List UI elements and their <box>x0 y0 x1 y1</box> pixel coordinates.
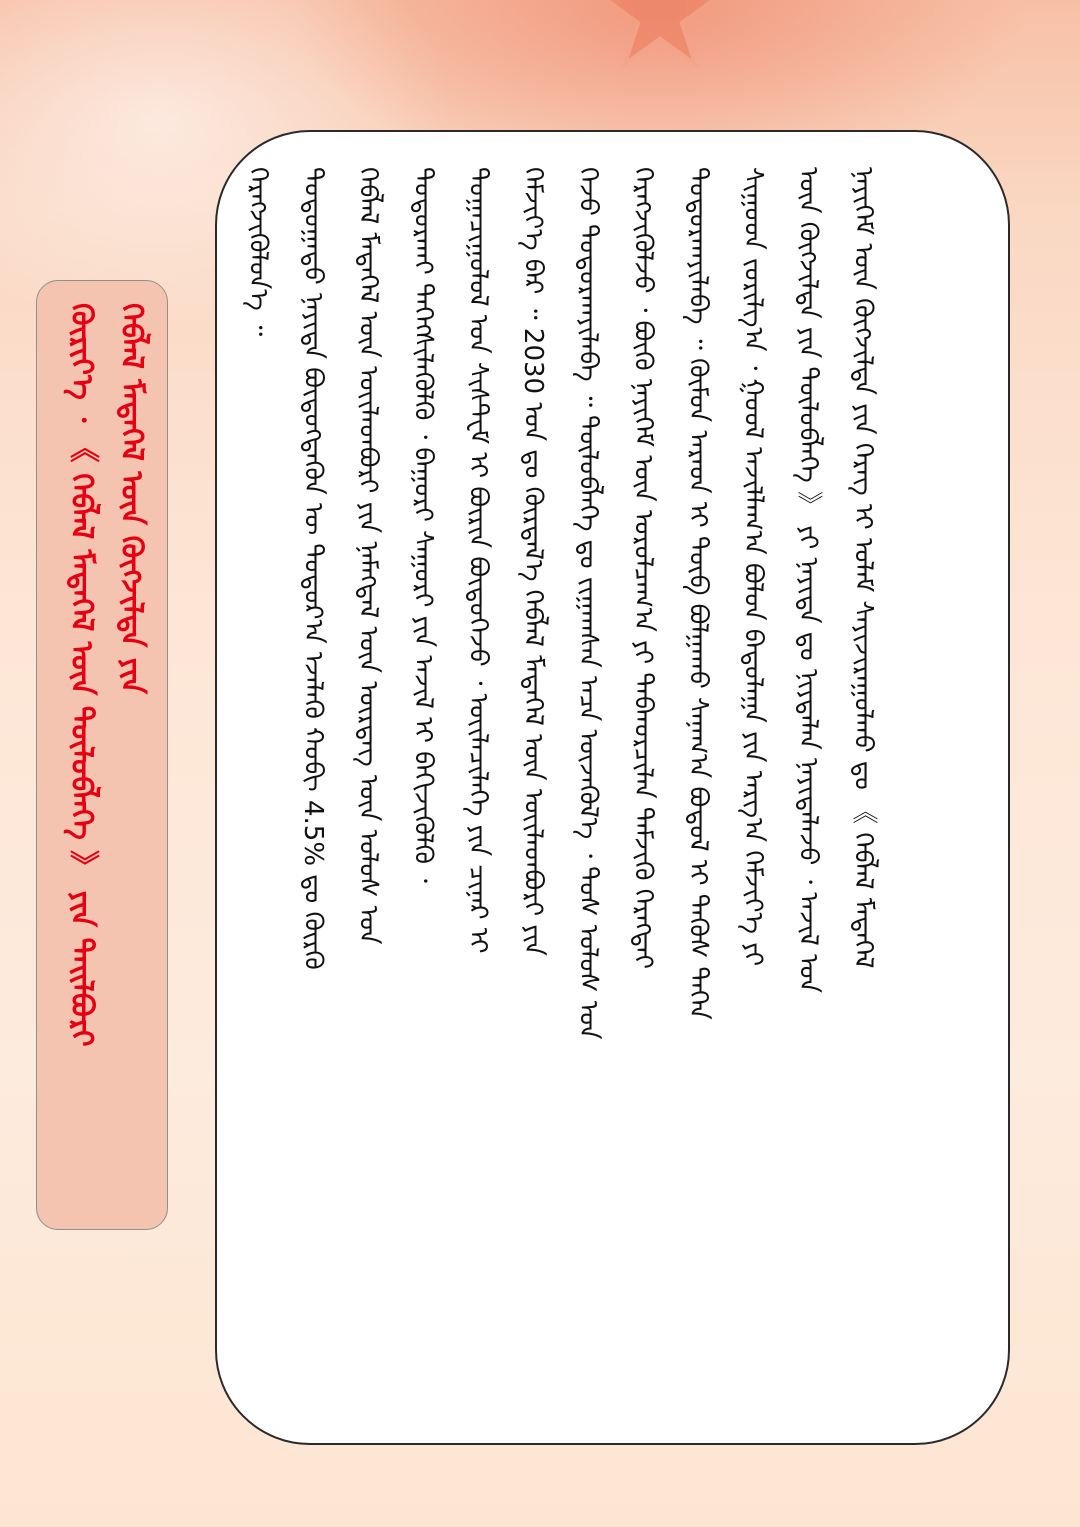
body-line: ᠬᠡᠮᠵᠢᠶ᠎ᠡ ᠪᠡᠷ ᠃ 2030 ᠣᠨ ᠳᠤ ᠬᠦᠷᠲᠡᠯ᠎ᠡ ᠬᠡᠪᠯᠡᠯ ᠮᠡᠳᠡᠭᠡᠯ ᠦᠨ ᠦᠢᠯᠡᠳᠪᠦᠷᠢ ᠶᠢᠨ <box>518 167 548 956</box>
page-title <box>56 303 156 1203</box>
title-line: ᠬᠡᠪᠯᠡᠯ ᠮᠡᠳᠡᠭᠡᠯ ᠦᠨ ᠬᠥᠭᠵᠢᠯᠲᠡ ᠶᠢᠨ <box>114 303 149 695</box>
body-line: ᠭᠡᠵᠦ ᠲᠣᠳᠣᠷᠬᠠᠶᠢᠯᠠᠪᠠ ᠃ ᠲᠥᠯᠥᠪᠯᠡᠭᠡ ᠳᠤ ᠵᠢᠭᠠᠭᠰᠠᠨ ᠠᠴᠠ ᠦᠵᠡᠬᠦᠯ᠎ᠡ ᠂ ᠲᠤᠰ ᠤᠯᠤᠰ ᠤᠨ <box>573 167 603 1040</box>
body-line: ᠲᠣᠳᠣᠷᠬᠠᠶᠢᠯᠠᠪᠠ ᠃ ᠬᠦᠮᠦᠨ ᠠᠷᠠᠳ ᠢ ᠲᠥᠪ ᠪᠣᠯᠭᠠᠬᠤ ᠰᠠᠨᠠᠭ᠎ᠠ ᠪᠣᠳᠤᠯ ᠢ ᠲᠡᠭᠦᠰ ᠳᠡᠭᠡᠨ <box>683 167 713 1020</box>
title-line: ᠬᠦᠷᠢᠶ᠎ᠡ ᠂ 《 ᠬᠡᠪᠯᠡᠯ ᠮᠡᠳᠡᠭᠡᠯ ᠦᠨ ᠲᠥᠯᠥᠪᠯᠡᠭᠡ 》 ᠶᠢᠨ ᠲᠠᠢᠯᠪᠤᠷᠢ <box>64 303 99 1047</box>
body-line: ᠬᠡᠪᠯᠡᠯ ᠮᠡᠳᠡᠭᠡᠯ ᠦᠨ ᠦᠢᠯᠡᠳᠪᠦᠷᠢ ᠶᠢᠨ ᠨᠡᠮᠡᠭᠳᠡᠯ ᠦᠨ ᠥᠷᠲᠡᠭ ᠦᠨ ᠤᠯᠤᠰ ᠤᠨ <box>353 167 383 945</box>
content-panel <box>215 130 1010 1445</box>
body-line: ᠲᠣᠭᠠᠴᠢᠭᠤᠯᠤᠯ ᠤᠨ ᠰᠢᠰᠲᠧᠮ ᠢ ᠪᠦᠷᠢᠨ ᠪᠦᠲᠦᠭᠡᠵᠦ ᠂ ᠦᠢᠯᠡᠴᠢᠯᠡᠭᠡ ᠶᠢᠨ ᠴᠢᠨᠠᠷ ᠢ <box>463 167 493 954</box>
body-line: ᠳᠣᠲᠣᠭᠠᠳᠤ ᠨᠡᠶᠢᠲᠡ ᠪᠦᠲᠦᠭᠳᠡᠬᠦᠨ ᠦ ᠳᠣᠲᠣᠷ᠎ᠠ ᠡᠵᠡᠯᠡᠬᠦ ᠬᠤᠪᠢ 4.5% ᠳᠤ ᠬᠦᠷᠬᠦ <box>298 167 328 970</box>
star-icon <box>600 0 720 72</box>
body-line: ᠲᠣᠳᠣᠷᠬᠠᠢ ᠳᠡᠭᠡᠭᠰᠢᠯᠡᠭᠦᠯᠬᠦ ᠂ ᠪᠠᠭᠤᠷᠢ ᠰᠠᠭᠤᠷᠢ ᠶᠢᠨ ᠠᠵᠢᠯ ᠢ ᠪᠡᠬᠢᠵᠢᠭᠦᠯᠬᠦ ᠂ <box>408 167 438 883</box>
body-paragraph <box>230 167 890 1417</box>
body-line: ᠨᠡᠶᠢᠭᠡᠮ ᠦᠨ ᠬᠥᠭᠵᠢᠯᠲᠡ ᠶᠢᠨ ᠬᠡᠷᠡᠭ ᠢ ᠤᠯᠠᠮ ᠰᠠᠶᠢᠵᠢᠷᠠᠭᠤᠯᠬᠤ ᠳᠤ 《 ᠬᠡᠪᠯᠡᠯ ᠮᠡᠳᠡᠭᠡᠯ <box>848 167 878 969</box>
body-line: ᠰᠢᠭᠤᠳ ᠵᠣᠷᠢᠯᠭ᠎ᠠ ᠂ ᠭᠣᠣᠯ ᠠᠵᠢᠯᠯᠠᠭ᠎ᠠ ᠪᠤᠯᠤᠨ ᠪᠠᠲᠤᠯᠠᠭᠠ ᠶᠢᠨ ᠠᠷᠭ᠎ᠠ ᠬᠡᠮᠵᠢᠶ᠎ᠡ ᠶᠢ <box>738 167 768 967</box>
body-line: ᠬᠡᠷᠡᠭᠵᠢᠭᠦᠯᠦᠨ᠎ᠡ ᠃ <box>243 167 273 337</box>
body-line: ᠬᠡᠷᠡᠭᠵᠢᠭᠦᠯᠵᠦ ᠂ ᠪᠦᠬᠦ ᠨᠡᠶᠢᠭᠡᠮ ᠦᠨ ᠣᠷᠣᠯᠴᠠᠭ᠎ᠠ ᠶᠢ ᠳᠠᠪᠬᠤᠷᠴᠢᠯᠠᠨ ᠳᠡᠮᠵᠢᠬᠦ ᠬᠡᠷᠡᠭᠲᠡᠢ <box>628 167 658 969</box>
body-line: ᠦᠨ ᠬᠥᠭᠵᠢᠯᠲᠡ ᠶᠢᠨ ᠲᠥᠯᠥᠪᠯᠡᠭᠡ 》 ᠶᠢ ᠨᠡᠶᠢᠲᠡ ᠳᠤ ᠨᠢᠶᠲᠠᠯᠠᠨ ᠨᠡᠶᠢᠲᠡᠯᠡᠵᠦ ᠂ ᠠᠵᠢᠯ ᠤᠨ <box>793 167 823 993</box>
title-box <box>36 280 168 1230</box>
